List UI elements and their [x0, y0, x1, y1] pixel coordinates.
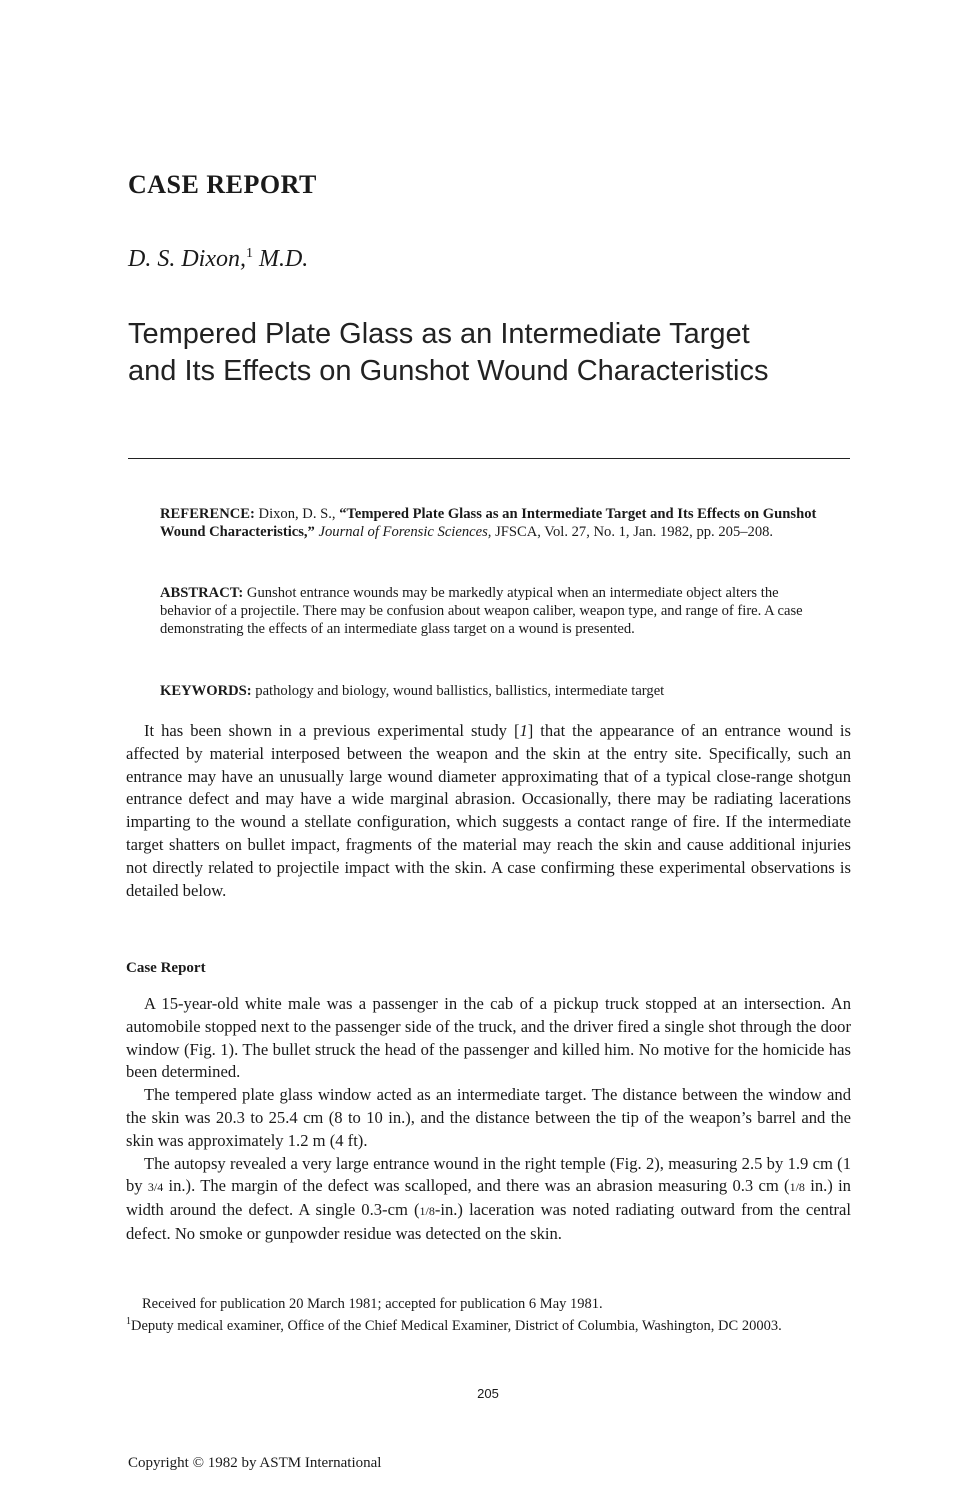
reference-details: JFSCA, Vol. 27, No. 1, Jan. 1982, pp. 205–208.: [491, 524, 774, 540]
reference-journal: Journal of Forensic Sciences,: [314, 524, 492, 540]
reference-article-title: “Tempered Plate Glass as an Intermediate Target and Its Effects on Gunshot Wound Characteristics,”: [160, 506, 817, 540]
author-degree: M.D.: [258, 246, 309, 272]
section-label: CASE REPORT: [128, 170, 317, 199]
page-number: 205: [477, 1386, 499, 1401]
copyright-notice: Copyright © 1982 by ASTM International: [128, 1455, 382, 1471]
intro-citation: 1: [519, 721, 528, 740]
affiliation-footnote-mark: 1: [126, 1316, 131, 1327]
reference-authors: Dixon, D. S.,: [254, 506, 340, 522]
fraction-three-quarters: 3/4: [147, 1180, 164, 1195]
case-p3-text-c: in.) in width around the defect. A single 0.3-cm (: [126, 1176, 851, 1220]
author-footnote-mark: 1: [245, 246, 253, 261]
case-p3-text-a: The autopsy revealed a very large entrance wound in the right temple (Fig. 2), measuring 2.5 by 1.9 cm (1 by: [126, 1153, 851, 1196]
introduction: [126, 720, 851, 902]
fraction-one-eighth-2: 1/8: [419, 1204, 435, 1219]
case-paragraph-3: [126, 1153, 851, 1246]
abstract-block: [160, 584, 833, 638]
case-report-heading: Case Report: [126, 960, 206, 976]
title-line-1: Tempered Plate Glass as an Intermediate Target: [128, 318, 750, 350]
reference-label: REFERENCE:: [160, 506, 255, 522]
paper-title: [128, 316, 888, 390]
keywords-block: [160, 682, 833, 700]
author-name: D. S. Dixon,: [128, 246, 246, 272]
author-line: [128, 246, 308, 273]
footnotes: [126, 1296, 850, 1335]
keywords-text: pathology and biology, wound ballistics, ballistics, intermediate target: [251, 683, 665, 699]
case-p3-text-d: -in.) laceration was noted radiating outward from the central defect. No smoke or gunpowder residue was detected on the skin.: [126, 1200, 851, 1243]
received-note: Received for publication 20 March 1981; accepted for publication 6 May 1981.: [142, 1296, 603, 1312]
abstract-label: ABSTRACT:: [160, 585, 244, 601]
case-report-body: [126, 993, 851, 1246]
reference-block: [160, 505, 833, 541]
abstract-text: Gunshot entrance wounds may be markedly atypical when an intermediate object alters the behavior of a projectile. There may be confusion about weapon caliber, weapon type, and range of fire. A case demonstrating the effects of an intermediate glass target on a wound is presented.: [160, 585, 803, 637]
intro-paragraph: [126, 720, 851, 902]
author-affiliation-note: [126, 1313, 850, 1335]
intro-text-1: It has been shown in a previous experimental study [: [144, 721, 520, 740]
intro-text-2: ] that the appearance of an entrance wound is affected by material interposed between the weapon and the skin at the entry site. Specifically, such an entrance may have an unusually large wound diameter approximating that of a typical close-range shotgun entrance defect and may have a wide marginal abrasion. Occasionally, there may be radiating lacerations imparting to the wound a stellate configuration, which suggests a contact range of fire. If the intermediate target shatters on bullet impact, fragments of the material may reach the skin and cause additional injuries not directly related to projectile impact with the skin. A case confirming these experimental observations is detailed below.: [126, 721, 852, 900]
keywords-label: KEYWORDS:: [160, 683, 252, 699]
fraction-one-eighth: 1/8: [789, 1180, 805, 1195]
title-line-2: and Its Effects on Gunshot Wound Characteristics: [128, 355, 769, 387]
case-paragraph-2: The tempered plate glass window acted as an intermediate target. The distance between the window and the skin was 20.3 to 25.4 cm (8 to 10 in.), and the distance between the tip of the weapon’s barrel and the skin was approximately 1.2 m (4 ft).: [126, 1085, 851, 1150]
affiliation-text: Deputy medical examiner, Office of the Chief Medical Examiner, District of Columbia, Washington, DC 20003.: [131, 1317, 782, 1334]
title-divider: [128, 458, 850, 459]
case-p3-text-b: in.). The margin of the defect was scalloped, and there was an abrasion measuring 0.3 cm (: [163, 1176, 790, 1196]
case-paragraph-1: A 15-year-old white male was a passenger in the cab of a pickup truck stopped at an intersection. An automobile stopped next to the passenger side of the truck, and the driver fired a single shot through the door window (Fig. 1). The bullet struck the head of the passenger and killed him. No motive for the homicide has been determined.: [126, 994, 851, 1082]
